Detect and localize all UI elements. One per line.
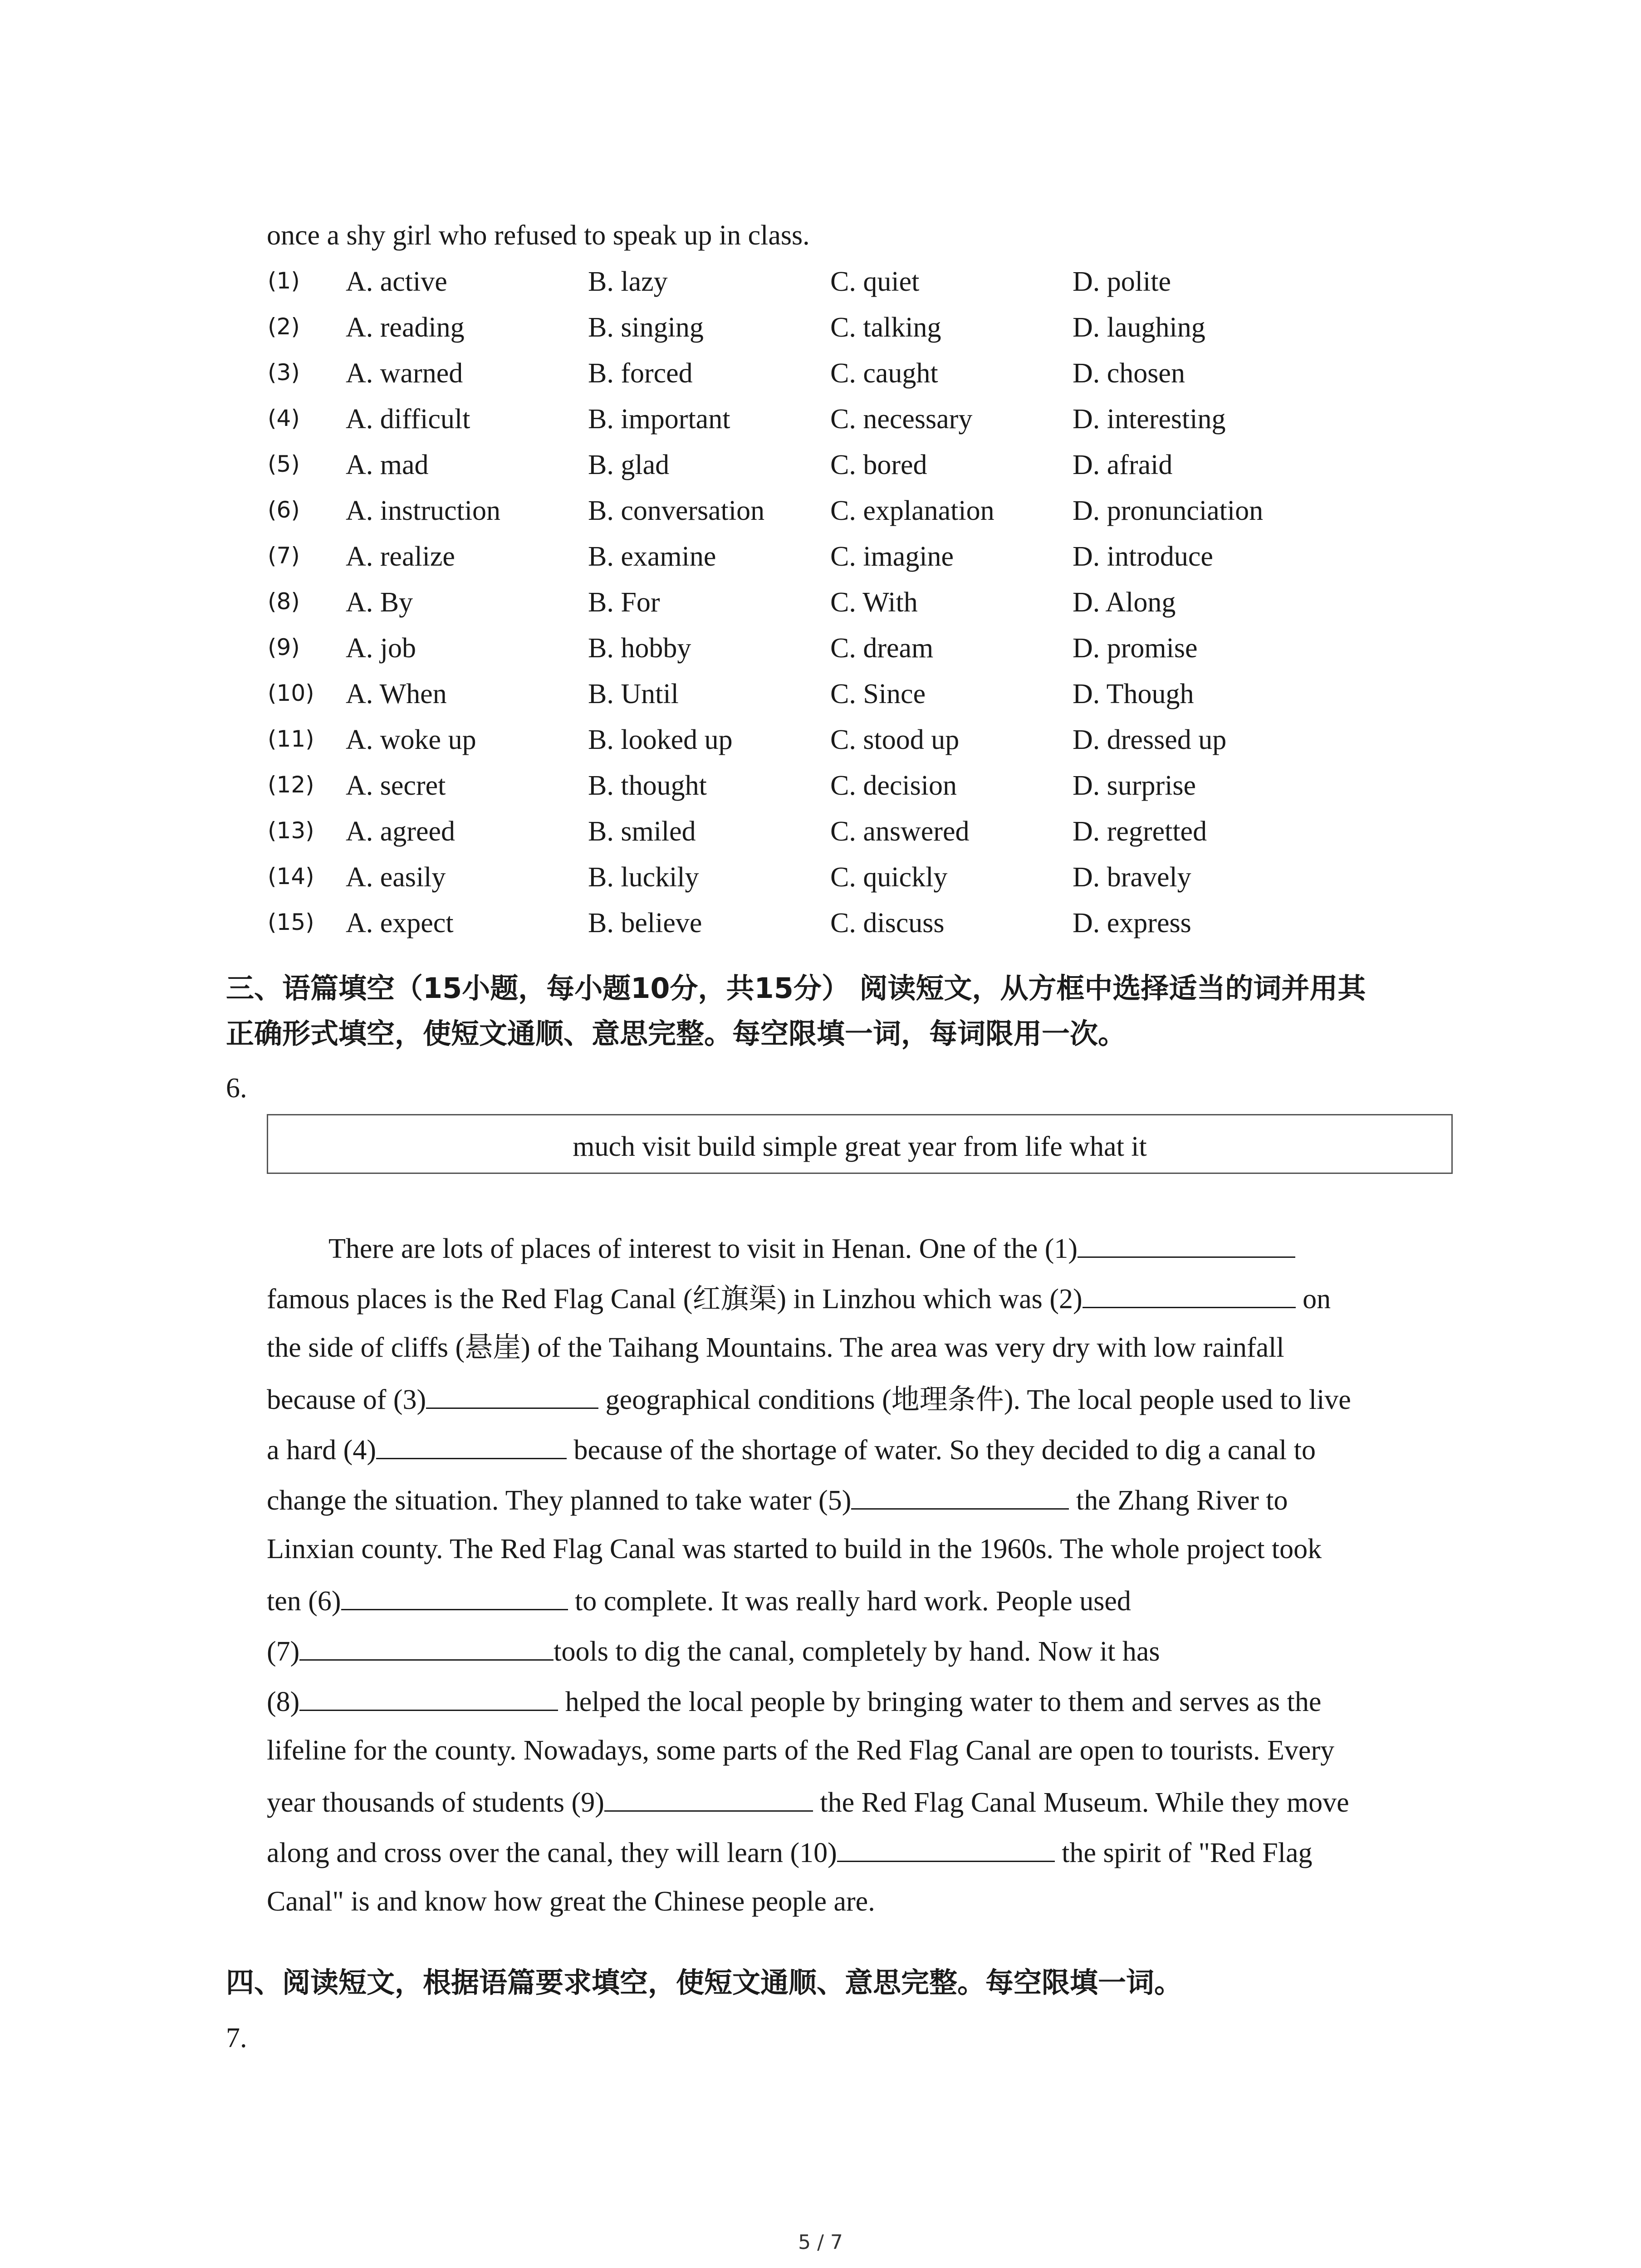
option-b[interactable]: B. thought bbox=[588, 770, 707, 801]
cloze-passage bbox=[267, 1233, 1501, 1938]
question-number: (6) bbox=[268, 497, 300, 523]
passage-line: year thousands of students (9) the Red Flag Canal Museum. While they move bbox=[267, 1787, 1349, 1818]
passage-line: along and cross over the canal, they will learn (10) the spirit of "Red Flag bbox=[267, 1838, 1313, 1868]
section-3-heading-line-2: 正确形式填空，使短文通顺、意思完整。每空限填一词，每词限用一次。 bbox=[226, 1017, 1127, 1050]
page-number: 5 / 7 bbox=[798, 2231, 843, 2254]
option-a[interactable]: A. instruction bbox=[346, 495, 500, 526]
option-d[interactable]: D. Though bbox=[1073, 679, 1194, 709]
option-c[interactable]: C. explanation bbox=[830, 495, 994, 526]
passage-line: famous places is the Red Flag Canal (红旗渠) in Linzhou which was (2) on bbox=[267, 1284, 1331, 1315]
option-c[interactable]: C. Since bbox=[830, 679, 926, 709]
option-d[interactable]: D. bravely bbox=[1073, 862, 1191, 893]
passage-line: ten (6) to complete. It was really hard work. People used bbox=[267, 1586, 1131, 1617]
option-a[interactable]: A. reading bbox=[346, 312, 465, 343]
answer-blank-5[interactable] bbox=[851, 1485, 1069, 1510]
question-number: (5) bbox=[268, 451, 300, 477]
passage-line: change the situation. They planned to take water (5) the Zhang River to bbox=[267, 1485, 1288, 1516]
option-c[interactable]: C. dream bbox=[830, 633, 934, 664]
option-c[interactable]: C. quiet bbox=[830, 266, 920, 297]
question-number: (11) bbox=[268, 726, 314, 752]
passage-line: (8) helped the local people by bringing water to them and serves as the bbox=[267, 1686, 1322, 1717]
answer-blank-2[interactable] bbox=[1083, 1283, 1296, 1308]
option-c[interactable]: C. bored bbox=[830, 450, 927, 480]
option-a[interactable]: A. By bbox=[346, 587, 413, 618]
question-number-6: 6. bbox=[226, 1073, 247, 1104]
option-d[interactable]: D. introduce bbox=[1073, 541, 1213, 572]
option-b[interactable]: B. Until bbox=[588, 679, 679, 709]
word-bank-text: much visit build simple great year from life what it bbox=[573, 1131, 1147, 1162]
question-number: (10) bbox=[268, 680, 314, 706]
option-d[interactable]: D. polite bbox=[1073, 266, 1171, 297]
passage-line: Canal" is and know how great the Chinese people are. bbox=[267, 1886, 875, 1917]
option-b[interactable]: B. luckily bbox=[588, 862, 699, 893]
question-number: (13) bbox=[268, 817, 314, 844]
option-b[interactable]: B. examine bbox=[588, 541, 716, 572]
word-bank-box bbox=[267, 1114, 1453, 1174]
option-a[interactable]: A. difficult bbox=[346, 404, 470, 435]
question-number: (3) bbox=[268, 359, 300, 386]
option-c[interactable]: C. talking bbox=[830, 312, 941, 343]
option-b[interactable]: B. important bbox=[588, 404, 730, 435]
answer-blank-8[interactable] bbox=[299, 1686, 558, 1711]
option-d[interactable]: D. pronunciation bbox=[1073, 495, 1264, 526]
option-c[interactable]: C. With bbox=[830, 587, 918, 618]
option-b[interactable]: B. For bbox=[588, 587, 660, 618]
option-b[interactable]: B. smiled bbox=[588, 816, 696, 847]
option-d[interactable]: D. regretted bbox=[1073, 816, 1207, 847]
option-a[interactable]: A. secret bbox=[346, 770, 446, 801]
option-a[interactable]: A. mad bbox=[346, 450, 429, 480]
option-d[interactable]: D. dressed up bbox=[1073, 724, 1227, 755]
passage-line: Linxian county. The Red Flag Canal was started to build in the 1960s. The whole project took bbox=[267, 1534, 1322, 1564]
section-3-heading-line-1: 三、语篇填空（15小题，每小题10分，共15分） 阅读短文，从方框中选择适当的词并用其 bbox=[226, 972, 1366, 1005]
option-d[interactable]: D. surprise bbox=[1073, 770, 1196, 801]
option-d[interactable]: D. express bbox=[1073, 908, 1191, 938]
answer-blank-6[interactable] bbox=[341, 1585, 568, 1610]
intro-text: once a shy girl who refused to speak up in class. bbox=[267, 220, 810, 251]
option-c[interactable]: C. imagine bbox=[830, 541, 954, 572]
question-number: (4) bbox=[268, 405, 300, 431]
option-a[interactable]: A. job bbox=[346, 633, 416, 664]
option-c[interactable]: C. decision bbox=[830, 770, 957, 801]
option-a[interactable]: A. expect bbox=[346, 908, 454, 938]
section-4-heading: 四、阅读短文，根据语篇要求填空，使短文通顺、意思完整。每空限填一词。 bbox=[226, 1966, 1183, 1999]
question-number-7: 7. bbox=[226, 2023, 247, 2053]
option-d[interactable]: D. promise bbox=[1073, 633, 1198, 664]
option-d[interactable]: D. Along bbox=[1073, 587, 1176, 618]
question-number: (15) bbox=[268, 909, 314, 935]
answer-blank-3[interactable] bbox=[426, 1384, 598, 1409]
option-d[interactable]: D. interesting bbox=[1073, 404, 1226, 435]
question-number: (12) bbox=[268, 772, 314, 798]
option-d[interactable]: D. chosen bbox=[1073, 358, 1185, 389]
option-d[interactable]: D. laughing bbox=[1073, 312, 1205, 343]
question-number: (8) bbox=[268, 588, 300, 615]
question-number: (2) bbox=[268, 313, 300, 340]
passage-line: because of (3) geographical conditions (地理条件). The local people used to live bbox=[267, 1384, 1351, 1415]
passage-line: a hard (4) because of the shortage of water. So they decided to dig a canal to bbox=[267, 1435, 1316, 1466]
option-b[interactable]: B. lazy bbox=[588, 266, 668, 297]
option-a[interactable]: A. agreed bbox=[346, 816, 455, 847]
passage-line: There are lots of places of interest to visit in Henan. One of the (1) bbox=[267, 1233, 1501, 1283]
option-a[interactable]: A. warned bbox=[346, 358, 463, 389]
answer-blank-7[interactable] bbox=[299, 1636, 554, 1661]
answer-blank-1[interactable] bbox=[1078, 1233, 1295, 1258]
option-c[interactable]: C. discuss bbox=[830, 908, 945, 938]
option-a[interactable]: A. active bbox=[346, 266, 447, 297]
question-number: (7) bbox=[268, 543, 300, 569]
option-c[interactable]: C. answered bbox=[830, 816, 970, 847]
option-b[interactable]: B. looked up bbox=[588, 724, 733, 755]
option-b[interactable]: B. believe bbox=[588, 908, 702, 938]
option-a[interactable]: A. woke up bbox=[346, 724, 476, 755]
question-number: (1) bbox=[268, 268, 300, 294]
option-b[interactable]: B. conversation bbox=[588, 495, 765, 526]
option-b[interactable]: B. glad bbox=[588, 450, 670, 480]
question-number: (9) bbox=[268, 634, 300, 660]
answer-blank-10[interactable] bbox=[837, 1837, 1055, 1862]
option-a[interactable]: A. When bbox=[346, 679, 447, 709]
option-a[interactable]: A. easily bbox=[346, 862, 446, 893]
answer-blank-9[interactable] bbox=[604, 1787, 813, 1812]
passage-line: (7) tools to dig the canal, completely by hand. Now it has bbox=[267, 1636, 1160, 1667]
answer-blank-4[interactable] bbox=[376, 1434, 567, 1459]
passage-line: lifeline for the county. Nowadays, some parts of the Red Flag Canal are open to tourists. Every bbox=[267, 1735, 1335, 1766]
option-c[interactable]: C. necessary bbox=[830, 404, 973, 435]
option-b[interactable]: B. singing bbox=[588, 312, 704, 343]
option-b[interactable]: B. hobby bbox=[588, 633, 691, 664]
option-c[interactable]: C. quickly bbox=[830, 862, 948, 893]
passage-line: the side of cliffs (悬崖) of the Taihang Mountains. The area was very dry with low rainfall bbox=[267, 1332, 1284, 1363]
question-number: (14) bbox=[268, 863, 314, 890]
option-c[interactable]: C. caught bbox=[830, 358, 938, 389]
option-d[interactable]: D. afraid bbox=[1073, 450, 1173, 480]
option-a[interactable]: A. realize bbox=[346, 541, 455, 572]
option-c[interactable]: C. stood up bbox=[830, 724, 960, 755]
option-b[interactable]: B. forced bbox=[588, 358, 693, 389]
